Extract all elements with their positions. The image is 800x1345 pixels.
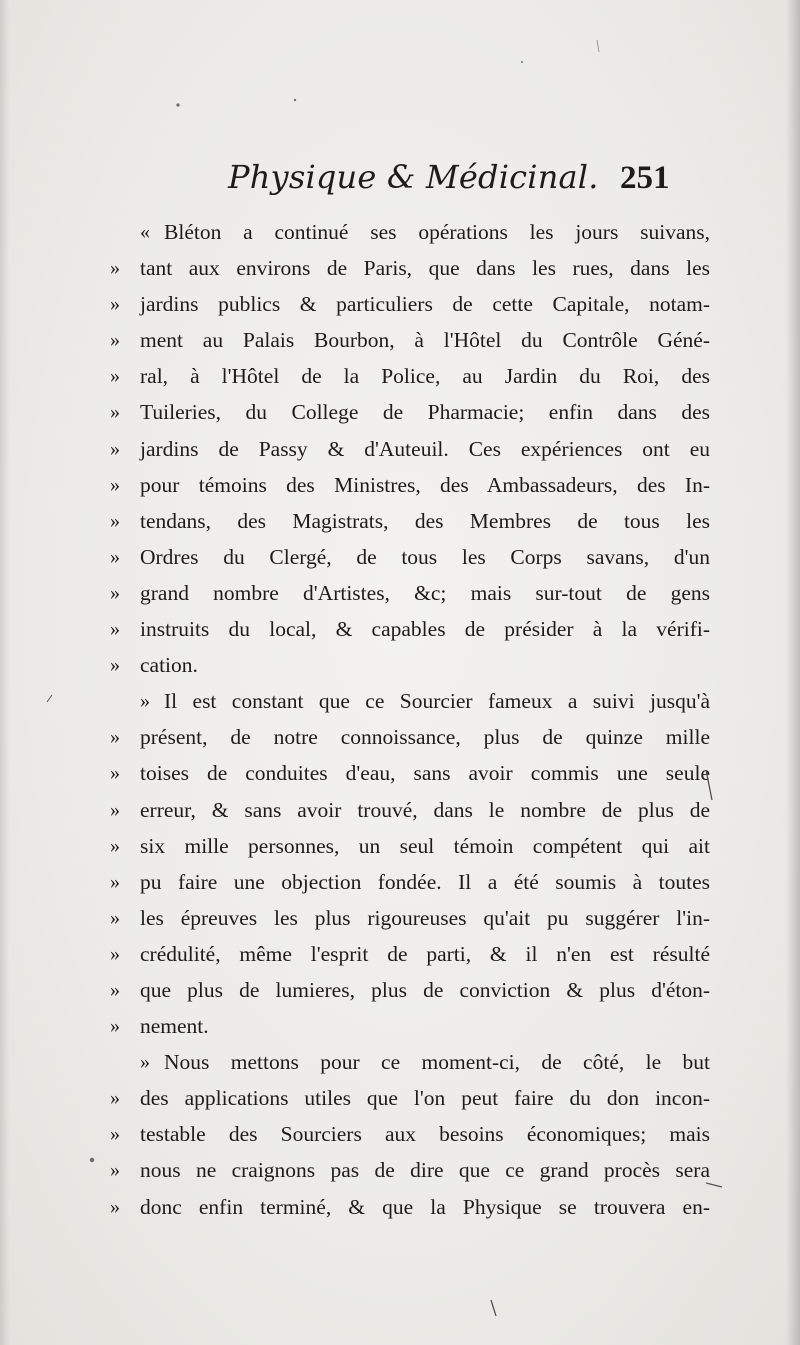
line-text: toises de conduites d'eau, sans avoir commis une seule [140,761,710,786]
text-line [110,250,710,286]
text-line [110,755,710,791]
line-text: cation. [140,653,198,678]
page-number: 251 [620,160,670,196]
text-line [110,683,710,719]
line-text: pour témoins des Ministres, des Ambassadeurs, des In- [140,472,710,497]
text-line [110,936,710,972]
line-text: Nous mettons pour ce moment-ci, de côté, le but [164,1050,710,1075]
line-text: Ordres du Clergé, de tous les Corps savans, d'un [140,544,710,569]
quotation-mark: » [110,365,120,388]
text-line [110,358,710,394]
quotation-mark: » [110,545,120,568]
line-text: jardins de Passy & d'Auteuil. Ces expériences ont eu [140,436,710,461]
quotation-mark: » [110,942,120,965]
text-line [110,214,710,250]
line-text: Tuileries, du College de Pharmacie; enfin dans des [140,400,710,425]
line-text: erreur, & sans avoir trouvé, dans le nombre de plus de [140,797,710,822]
page-edge-shadow-left [0,0,10,1345]
line-text: Bléton a continué ses opérations les jours suivans, [164,220,710,244]
line-text: nement. [140,1014,209,1039]
text-line [110,286,710,322]
page-header [228,158,798,202]
quotation-mark: » [110,293,120,316]
quotation-mark: » [110,978,120,1001]
line-text: grand nombre d'Artistes, &c; mais sur-tout de gens [140,580,710,605]
text-line [110,900,710,936]
quotation-mark: » [110,257,120,280]
quotation-mark: » [110,834,120,857]
quotation-mark: » [140,1051,150,1074]
quotation-mark: » [110,798,120,821]
quotation-mark: » [110,1015,120,1038]
line-text: crédulité, même l'esprit de parti, & il n'en est résulté [140,941,710,966]
text-line [110,431,710,467]
running-title: Physique & Médicinal. [228,158,599,196]
line-text: les épreuves les plus rigoureuses qu'ait pu suggérer l'in- [140,905,710,930]
line-text: tant aux environs de Paris, que dans les rues, dans les [140,256,710,281]
text-line [110,647,710,683]
quotation-mark: « [140,221,150,243]
line-text: présent, de notre connoissance, plus de quinze mille [140,725,710,750]
line-text: testable des Sourciers aux besoins économiques; mais [140,1122,710,1147]
quotation-mark: » [110,437,120,460]
line-text: pu faire une objection fondée. Il a été soumis à toutes [140,869,710,894]
quotation-mark: » [110,509,120,532]
quotation-mark: » [110,1087,120,1110]
quotation-mark: » [110,581,120,604]
quotation-mark: » [110,1195,120,1218]
text-line [110,467,710,503]
text-line [110,792,710,828]
line-text: Il est constant que ce Sourcier fameux a suivi jusqu'à [164,689,710,714]
text-line [110,322,710,358]
text-line [110,864,710,900]
quotation-mark: » [110,762,120,785]
text-line [110,1189,710,1225]
text-line [110,611,710,647]
text-line [110,828,710,864]
line-text: six mille personnes, un seul témoin compétent qui ait [140,833,710,858]
line-text: jardins publics & particuliers de cette Capitale, notam- [140,292,710,317]
quotation-mark: » [140,690,150,713]
line-text: tendans, des Magistrats, des Membres de tous les [140,508,710,533]
quotation-mark: » [110,618,120,641]
text-line [110,1080,710,1116]
quotation-mark: » [110,1123,120,1146]
text-line [110,1044,710,1080]
quotation-mark: » [110,473,120,496]
text-line [110,972,710,1008]
text-line [110,575,710,611]
line-text: que plus de lumieres, plus de conviction & plus d'éton- [140,977,710,1002]
quotation-mark: » [110,726,120,749]
line-text: donc enfin terminé, & que la Physique se trouvera en- [140,1194,710,1219]
text-line [110,719,710,755]
quotation-mark: » [110,870,120,893]
quotation-mark: » [110,401,120,424]
quotation-mark: » [110,329,120,352]
text-line [110,1008,710,1044]
text-line [110,539,710,575]
body-text [110,214,710,1225]
line-text: ment au Palais Bourbon, à l'Hôtel du Contrôle Géné- [140,328,710,353]
line-text: des applications utiles que l'on peut faire du don incon- [140,1086,710,1111]
quotation-mark: » [110,654,120,677]
text-line [110,394,710,430]
quotation-mark: » [110,1159,120,1182]
text-line [110,1116,710,1152]
line-text: instruits du local, & capables de présider à la vérifi- [140,617,710,642]
line-text: nous ne craignons pas de dire que ce grand procès sera [140,1158,710,1183]
text-line [110,503,710,539]
text-line [110,1152,710,1188]
line-text: ral, à l'Hôtel de la Police, au Jardin du Roi, des [140,364,710,389]
quotation-mark: » [110,906,120,929]
